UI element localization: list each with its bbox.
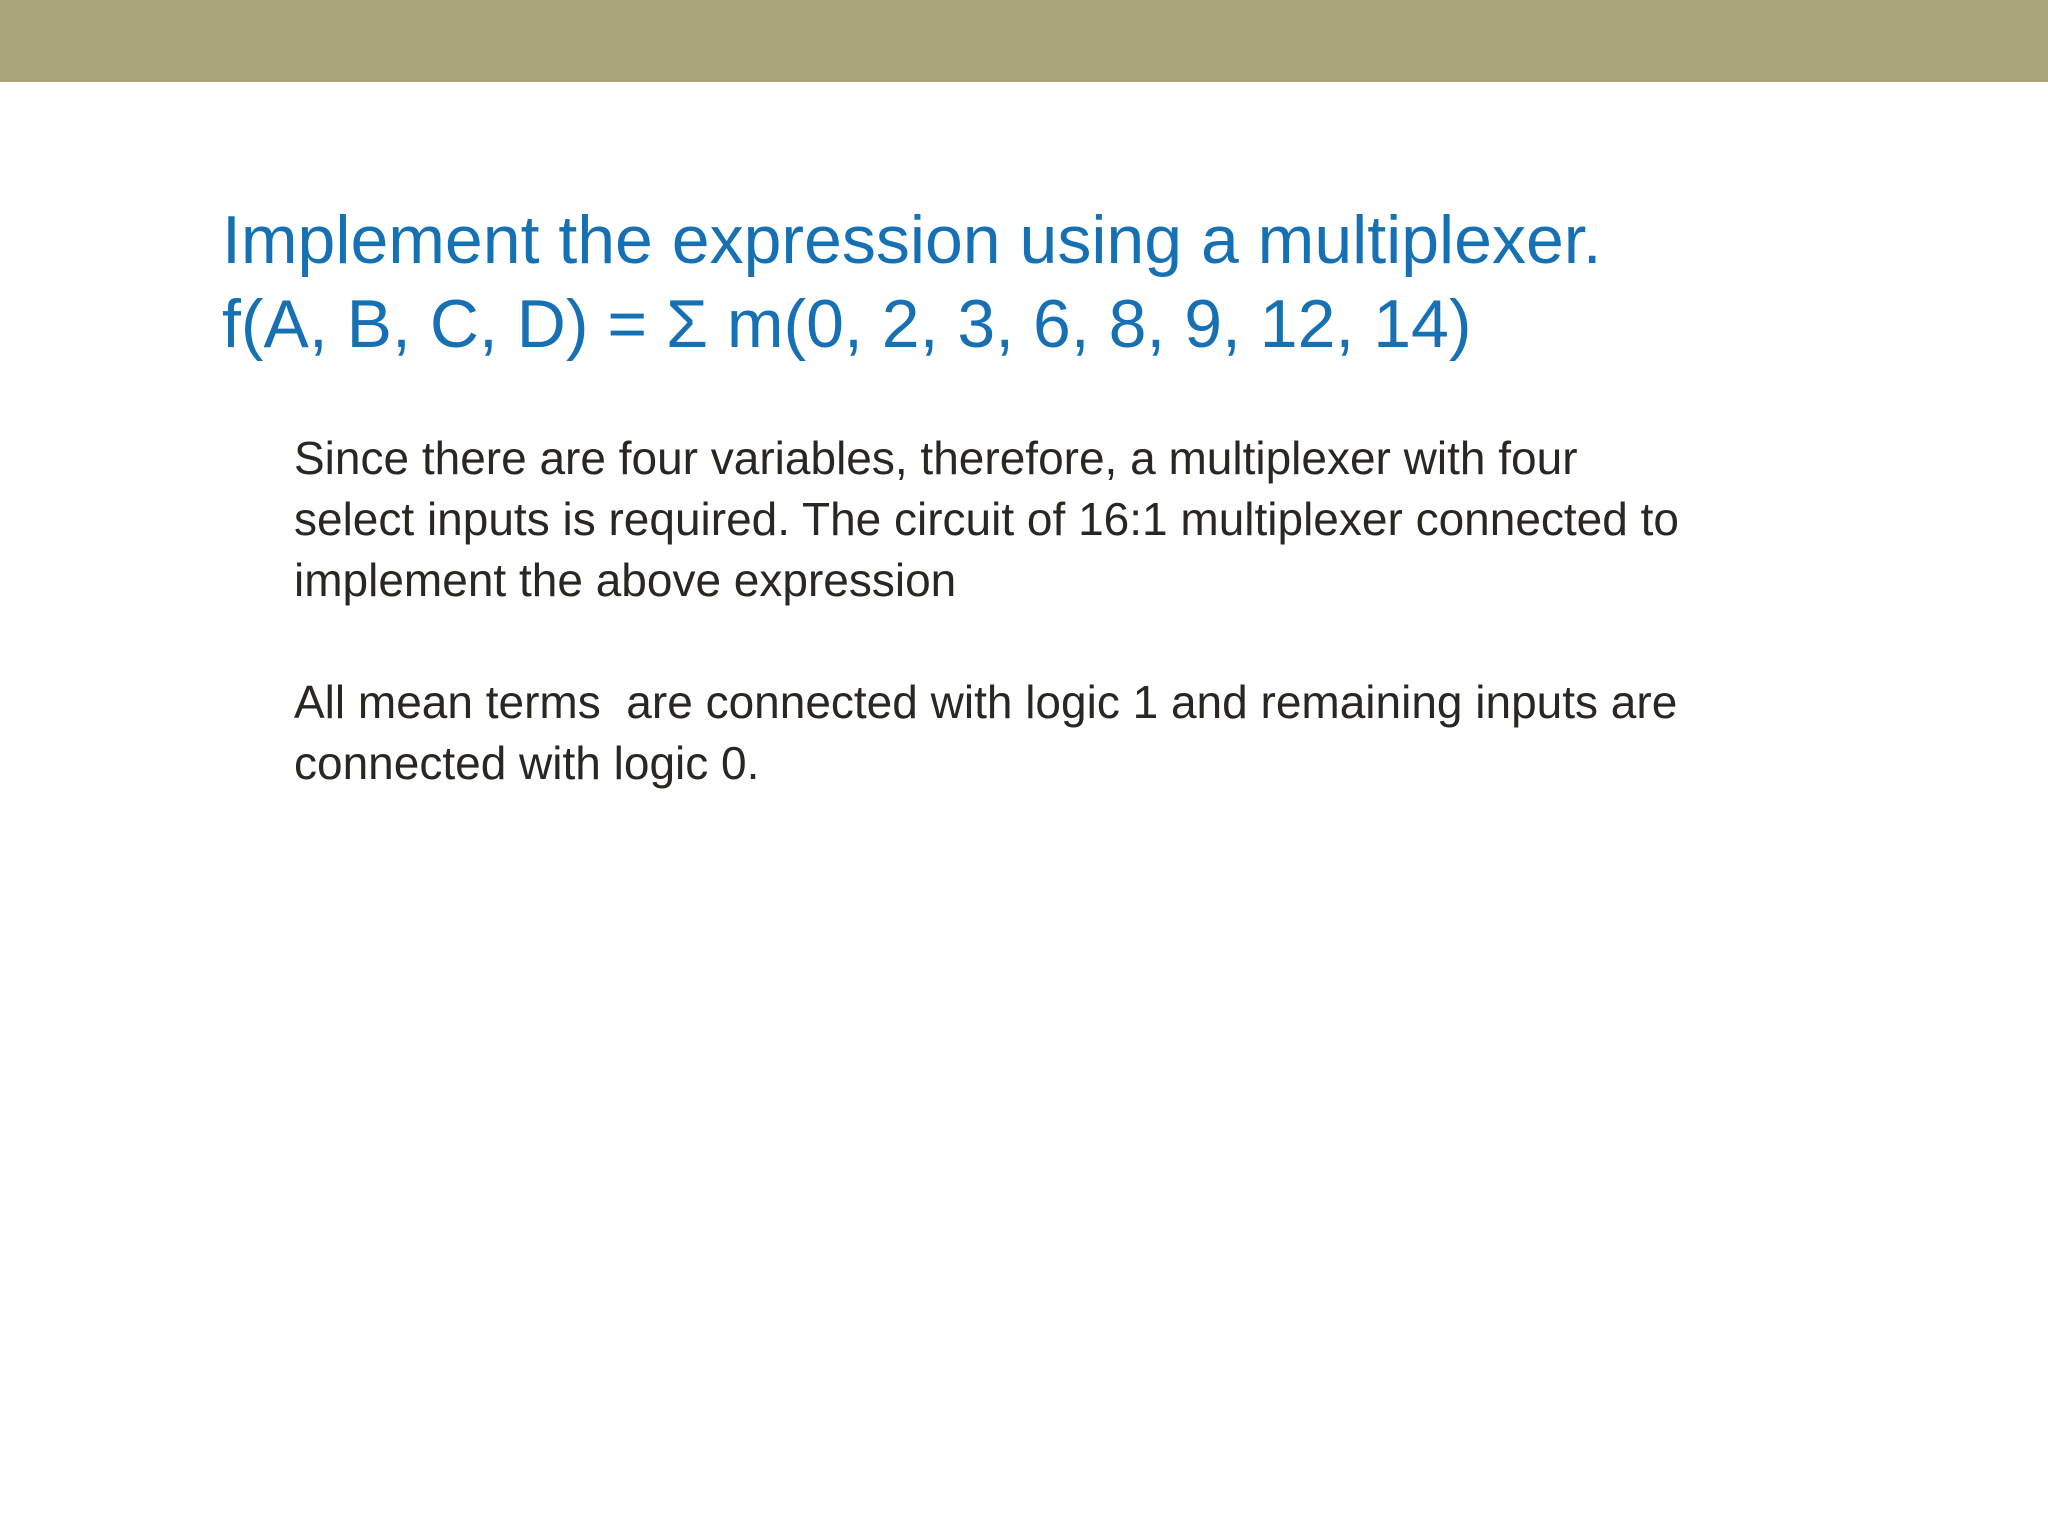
slide-body [294,428,1894,794]
body-paragraph-1-line-1: Since there are four variables, therefore, a multiplexer with four [294,432,1578,484]
header-band [0,0,2048,82]
body-paragraph-1 [294,428,1894,611]
body-paragraph-2-line-1: All mean terms are connected with logic 1 and remaining inputs are [294,676,1678,728]
body-paragraph-1-line-2: select inputs is required. The circuit of 16:1 multiplexer connected to [294,493,1679,545]
body-paragraph-1-line-3: implement the above expression [294,554,957,606]
body-paragraph-2-line-2: connected with logic 0. [294,737,760,789]
title-expression: f(A, B, C, D) = Σ m(0, 2, 3, 6, 8, 9, 12, 14) [222,286,1472,362]
slide-title [222,198,1922,366]
title-line-1: Implement the expression using a multiplexer. [222,202,1602,278]
body-paragraph-2 [294,672,1894,794]
